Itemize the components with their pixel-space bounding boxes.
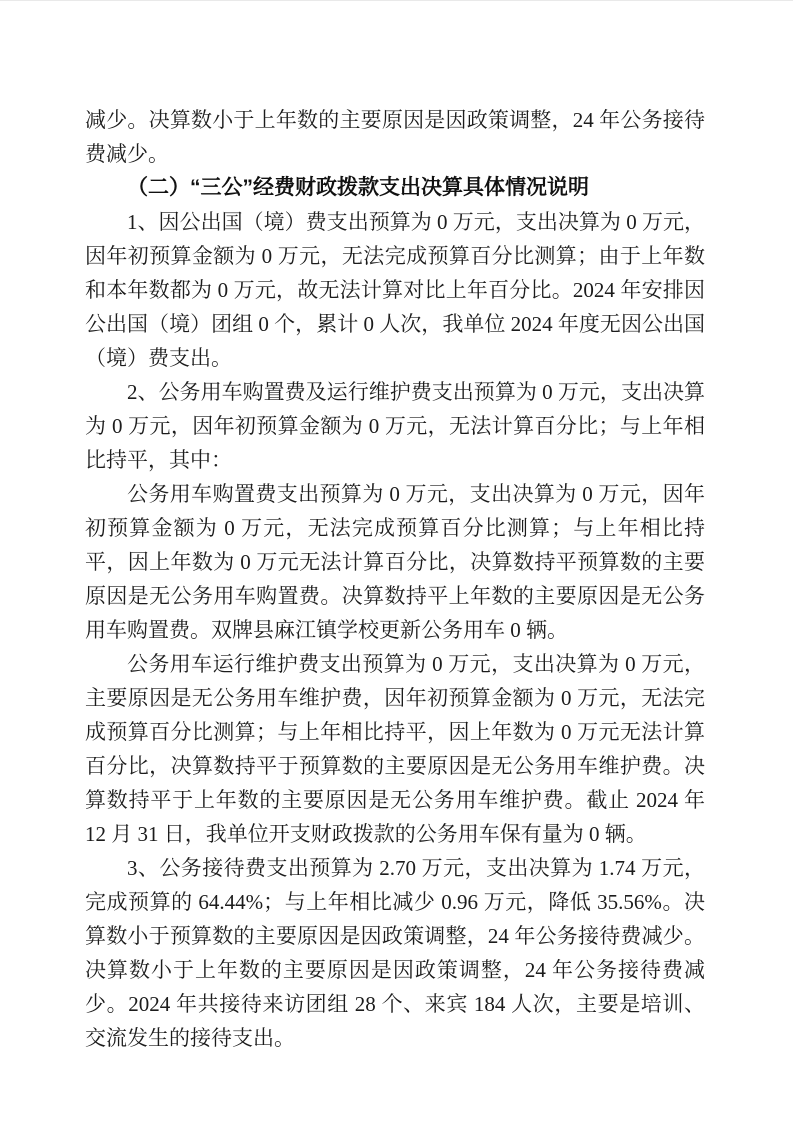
paragraph-continuation: 减少。决算数小于上年数的主要原因是因政策调整，24 年公务接待费减少。: [85, 108, 705, 166]
paragraph-going-abroad-expense: 1、因公出国（境）费支出预算为 0 万元，支出决算为 0 万元，因年初预算金额为 0 万元，无法完成预算百分比测算；由于上年数和本年数都为 0 万元，故无法计算对比上年百分比。2024 年安排因公出国（境）团组 0 个，累计 0 人次，我单位 2024 年度无因公出国（境）费支出。: [85, 210, 705, 370]
paragraph-vehicle-maintenance-expense: 公务用车运行维护费支出预算为 0 万元，支出决算为 0 万元，主要原因是无公务用车维护费，因年初预算金额为 0 万元，无法完成预算百分比测算；与上年相比持平，因上年数为 0 万元无法计算百分比，决算数持平于预算数的主要原因是无公务用车维护费。决算数持平于上年数的主要原因是无公务用车维护费。截止 2024 年 12 月 31 日，我单位开支财政拨款的公务用车保有量为 0 辆。: [85, 652, 705, 846]
paragraph-vehicle-purchase-expense: 公务用车购置费支出预算为 0 万元，支出决算为 0 万元，因年初预算金额为 0 万元，无法完成预算百分比测算；与上年相比持平，因上年数为 0 万元无法计算百分比，决算数持平预算数的主要原因是无公务用车购置费。决算数持平上年数的主要原因是无公务用车购置费。双牌县麻江镇学校更新公务用车 0 辆。: [85, 482, 705, 642]
section-heading: （二）“三公”经费财政拨款支出决算具体情况说明: [127, 176, 589, 199]
paragraph-vehicle-total-expense: 2、公务用车购置费及运行维护费支出预算为 0 万元，支出决算为 0 万元，因年初预算金额为 0 万元，无法计算百分比；与上年相比持平，其中：: [85, 380, 705, 472]
paragraph-official-reception-expense: 3、公务接待费支出预算为 2.70 万元，支出决算为 1.74 万元，完成预算的 64.44%；与上年相比减少 0.96 万元，降低 35.56%。决算数小于预算数的主要原因是因政策调整，24 年公务接待费减少。决算数小于上年数的主要原因是因政策调整，24 年公务接待费减少。2024 年共接待来访团组 28 个、来宾 184 人次，主要是培训、交流发生的接待支出。: [85, 856, 705, 1050]
